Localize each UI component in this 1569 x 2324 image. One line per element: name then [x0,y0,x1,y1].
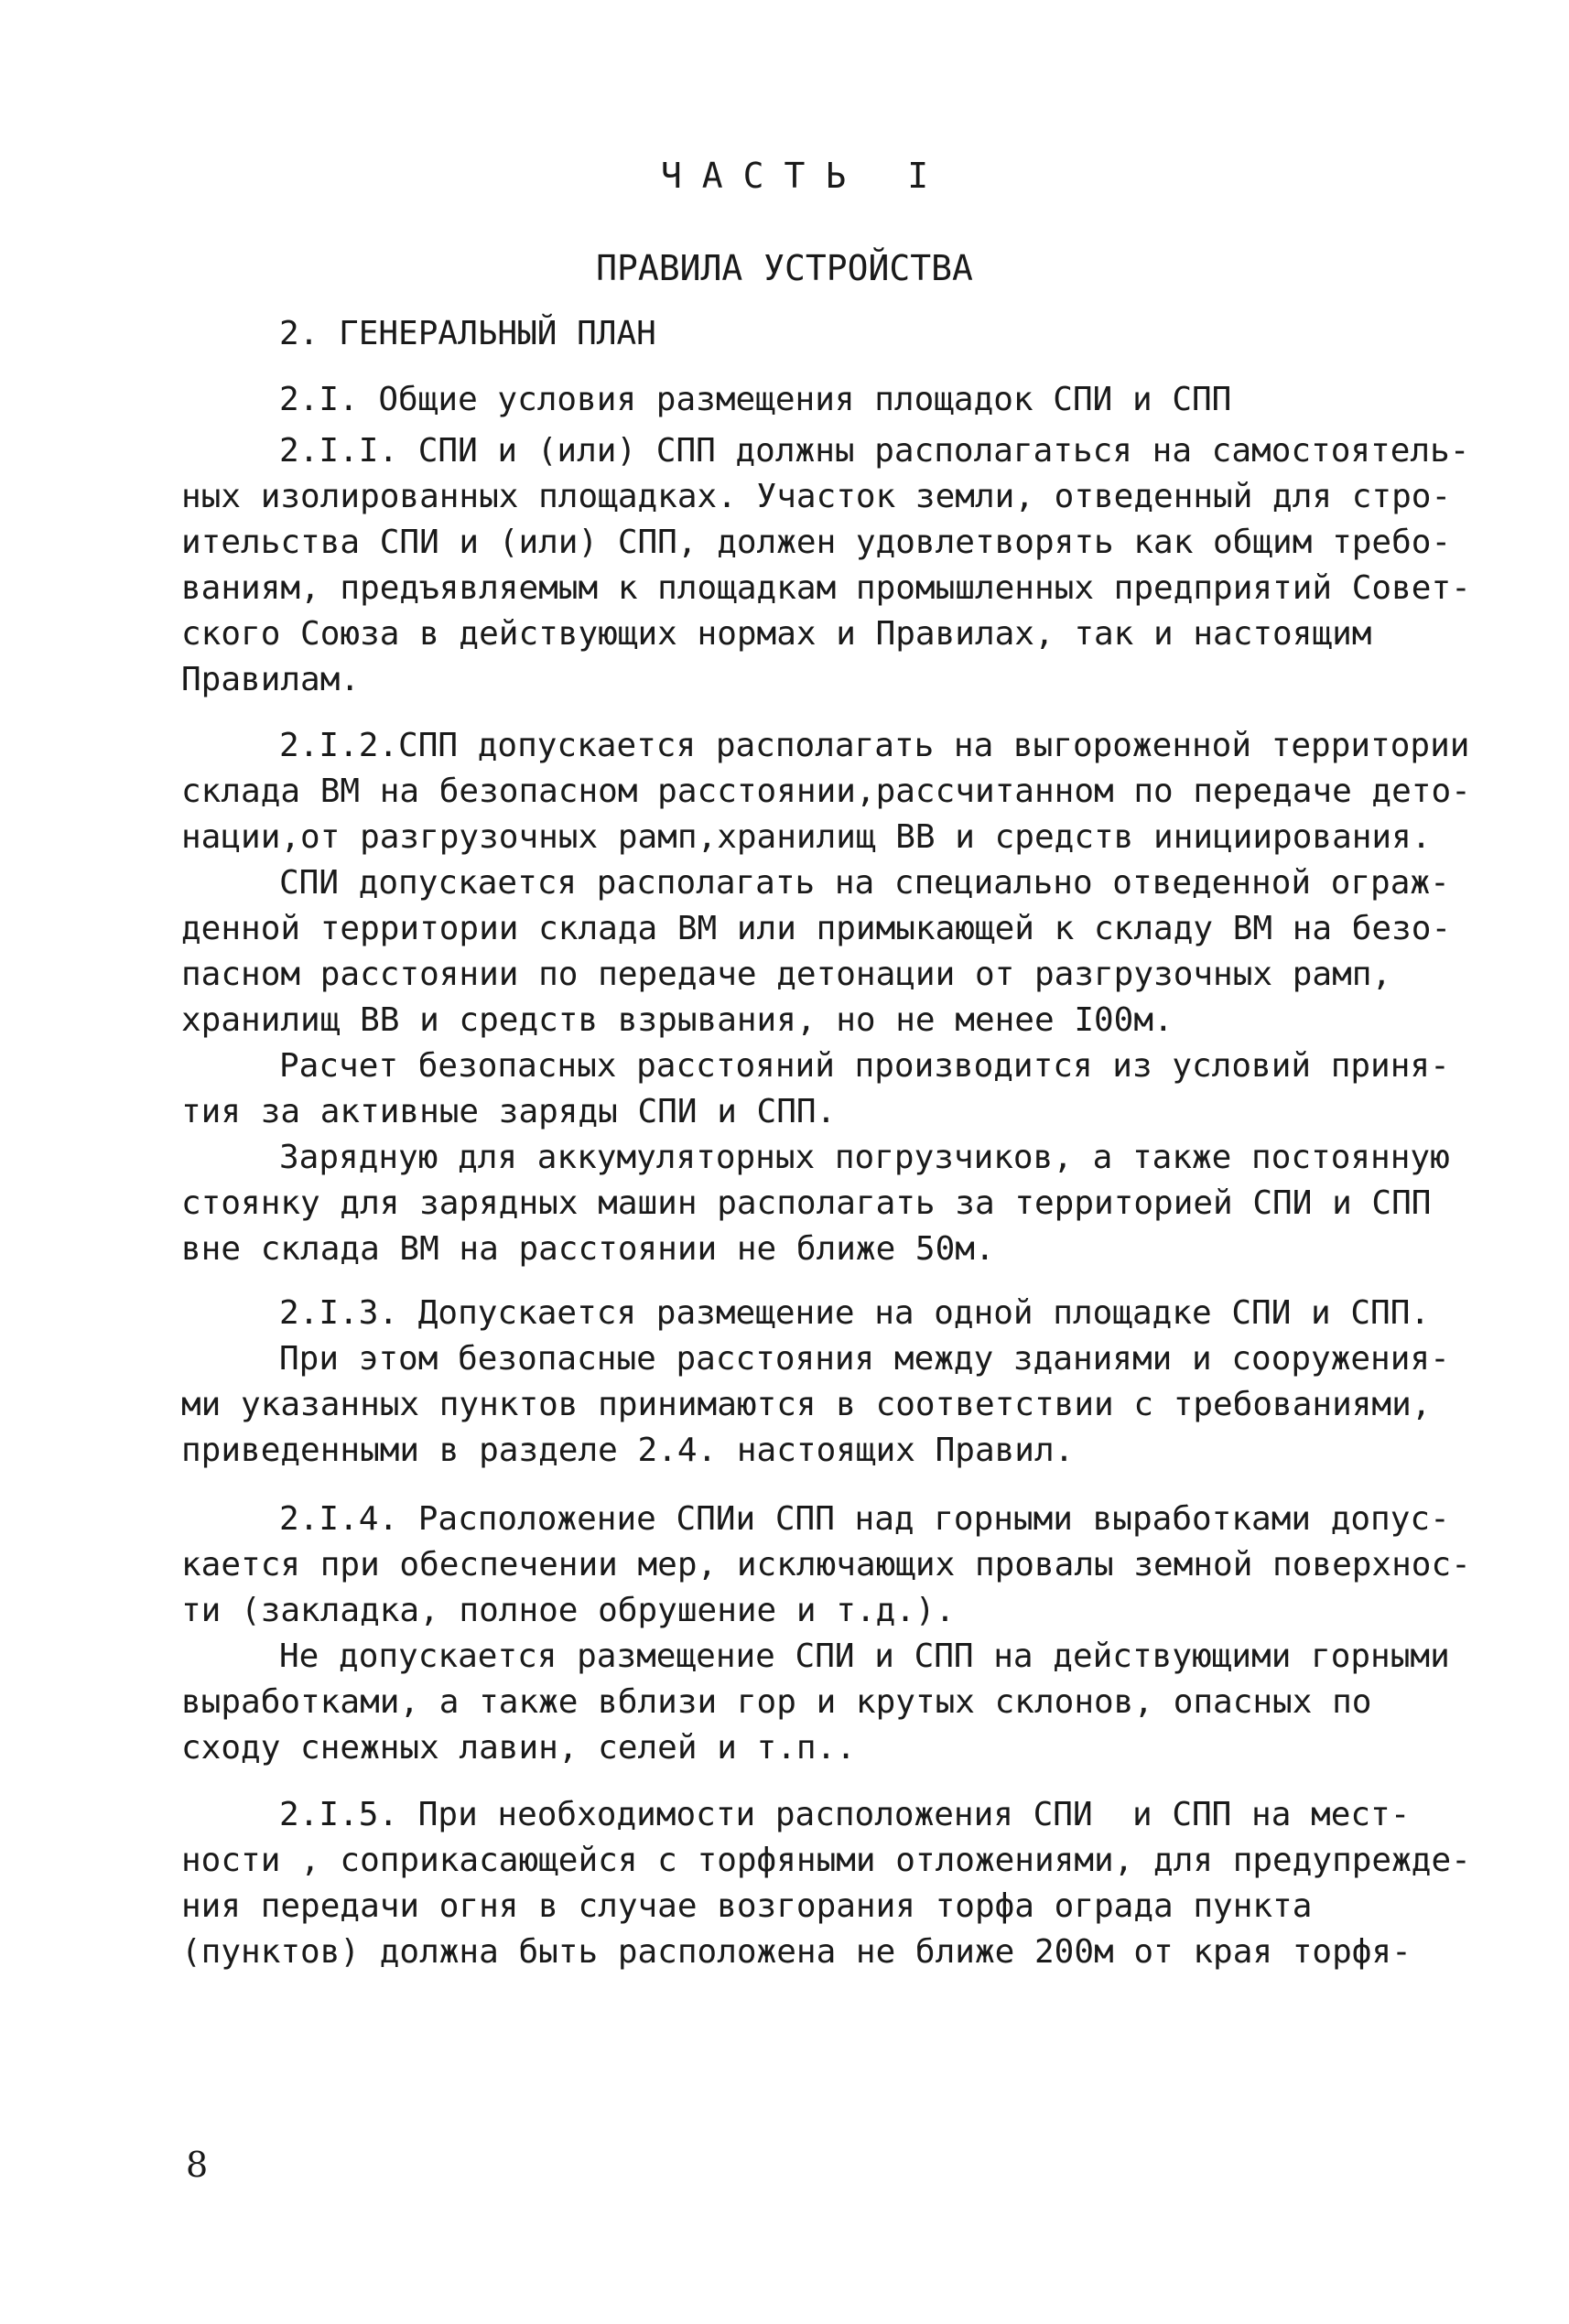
text-line: ительства СПИ и (или) СПП, должен удовлетворять как общим требо- [181,524,1452,561]
text-line: стоянку для зарядных машин располагать за территорией СПИ и СПП [181,1184,1432,1222]
text-line: Расчет безопасных расстояний производится из условий приня- [279,1047,1450,1085]
text-line: Зарядную для аккумуляторных погрузчиков, а также постоянную [279,1139,1450,1176]
section-heading: 2. ГЕНЕРАЛЬНЫЙ ПЛАН [279,315,656,352]
text-line: 2.I.4. Расположение СПИи СПП над горными выработками допус- [279,1500,1450,1538]
text-line: ти (закладка, полное обрушение и т.д.). [181,1592,956,1629]
text-line: вне склада ВМ на расстоянии не ближе 50м. [181,1230,995,1268]
text-line: пасном расстоянии по передаче детонации от разгрузочных рамп, [181,956,1392,993]
text-line: тия за активные заряды СПИ и СПП. [181,1093,837,1130]
text-line: ваниям, предъявляемым к площадкам промышленных предприятий Совет- [181,569,1471,607]
text-line: нации,от разгрузочных рамп,хранилищ ВВ и средств инициирования. [181,818,1432,856]
text-line: 2.I.3. Допускается размещение на одной площадке СПИ и СПП. [279,1294,1431,1332]
text-line: 2.I.I. СПИ и (или) СПП должны располагаться на самостоятель- [279,432,1470,470]
text-line: (пунктов) должна быть расположена не ближе 200м от края торфя- [181,1933,1412,1971]
text-line: сходу снежных лавин, селей и т.п.. [181,1729,856,1767]
text-line: ности , соприкасающейся с торфяными отложениями, для предупрежде- [181,1842,1471,1879]
page-number: 8 [186,2145,209,2185]
text-line: СПИ допускается располагать на специально отведенной ограж- [279,864,1450,902]
subsection-heading: 2.I. Общие условия размещения площадок СПИ и СПП [279,381,1232,418]
text-line: ского Союза в действующих нормах и Правилах, так и настоящим [181,615,1372,653]
text-line: 2.I.5. При необходимости расположения СПИ и СПП на мест- [279,1796,1411,1833]
text-line: ния передачи огня в случае возгорания торфа ограда пункта [181,1887,1313,1925]
text-line: хранилищ ВВ и средств взрывания, но не менее I00м. [181,1001,1174,1039]
text-line: ми указанных пунктов принимаются в соответствии с требованиями, [181,1386,1432,1423]
text-line: Правилам. [181,661,361,698]
text-line: приведенными в разделе 2.4. настоящих Правил. [181,1432,1075,1469]
part-heading: ЧАСТЬ I [660,156,949,196]
text-line: Не допускается размещение СПИ и СПП на действующими горными [279,1638,1450,1675]
rules-heading: ПРАВИЛА УСТРОЙСТВА [596,248,973,288]
text-line: денной территории склада ВМ или примыкающей к складу ВМ на безо- [181,910,1452,947]
text-line: При этом безопасные расстояния между зданиями и сооружения- [279,1340,1450,1378]
text-line: склада ВМ на безопасном расстоянии,рассчитанном по передаче дето- [181,773,1471,810]
text-line: выработками, а также вблизи гор и крутых склонов, опасных по [181,1683,1372,1721]
text-line: ных изолированных площадках. Участок земли, отведенный для стро- [181,478,1452,515]
text-line: кается при обеспечении мер, исключающих провалы земной поверхнос- [181,1546,1471,1584]
text-line: 2.I.2.СПП допускается располагать на выгороженной территории [279,727,1470,764]
